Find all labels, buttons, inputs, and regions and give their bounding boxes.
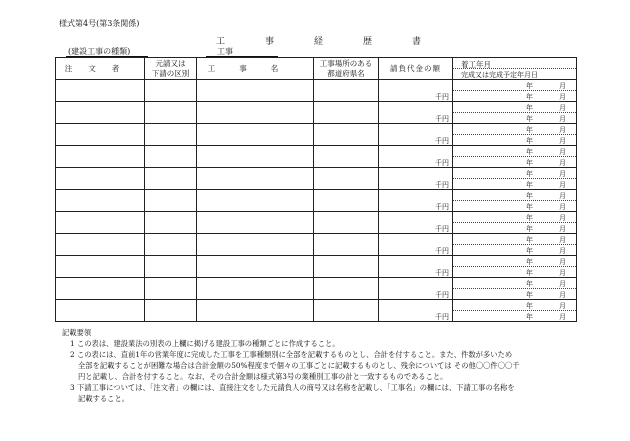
year-unit: 年 — [526, 258, 533, 266]
completion-date-field[interactable] — [453, 157, 576, 167]
client-cell[interactable] — [56, 300, 145, 322]
instructions — [62, 327, 602, 404]
date-cell[interactable] — [453, 80, 577, 102]
completion-date-field[interactable] — [453, 179, 576, 189]
header-start-date: 着工年月 — [461, 60, 491, 69]
start-date-field[interactable] — [453, 168, 576, 179]
work-name-cell[interactable] — [197, 80, 314, 102]
instruction-line: 全部を記載することが困難な場合は合計金額の50%程度まで個々の工事ごとに記載するものとし、残余については その他〇〇件〇〇千 — [78, 361, 520, 370]
completion-date-field[interactable] — [453, 201, 576, 211]
month-unit: 月 — [559, 236, 566, 244]
completion-date-field[interactable] — [453, 113, 576, 123]
client-cell[interactable] — [56, 278, 145, 300]
table-row — [56, 168, 577, 190]
month-unit: 月 — [559, 82, 566, 90]
table-row — [56, 102, 577, 124]
prime-or-sub-cell[interactable] — [145, 80, 197, 102]
start-date-field[interactable] — [453, 124, 576, 135]
year-unit: 年 — [526, 148, 533, 156]
contract-amount-cell[interactable] — [379, 190, 453, 212]
table-row — [56, 146, 577, 168]
year-unit: 年 — [526, 302, 533, 310]
year-unit: 年 — [526, 115, 533, 123]
month-unit: 月 — [559, 214, 566, 222]
location-cell[interactable] — [314, 102, 379, 124]
month-unit: 月 — [559, 192, 566, 200]
year-unit: 年 — [526, 236, 533, 244]
work-name-cell[interactable] — [197, 278, 314, 300]
work-name-cell[interactable] — [197, 234, 314, 256]
month-unit: 月 — [559, 126, 566, 134]
header-prime-or-sub — [145, 58, 197, 80]
date-cell[interactable] — [453, 256, 577, 278]
completion-date-field[interactable] — [453, 245, 576, 255]
year-unit: 年 — [526, 203, 533, 211]
work-name-cell[interactable] — [197, 124, 314, 146]
amount-unit: 千円 — [435, 202, 449, 211]
prime-or-sub-cell[interactable] — [145, 300, 197, 322]
contract-amount-cell[interactable] — [379, 278, 453, 300]
prime-or-sub-cell[interactable] — [145, 212, 197, 234]
contract-amount-cell[interactable] — [379, 168, 453, 190]
year-unit: 年 — [526, 280, 533, 288]
year-unit: 年 — [526, 214, 533, 222]
month-unit: 月 — [559, 148, 566, 156]
date-cell[interactable] — [453, 300, 577, 322]
year-unit: 年 — [526, 225, 533, 233]
client-cell[interactable] — [56, 80, 145, 102]
client-cell[interactable] — [56, 168, 145, 190]
instruction-line: 3 下請工事については、「注文者」の欄には、直接注文をした元請負人の商号又は名称を記載し、「工事名」の欄には、下請工事の名称を — [70, 383, 515, 392]
amount-unit: 千円 — [435, 224, 449, 233]
table-row — [56, 124, 577, 146]
location-cell[interactable] — [314, 124, 379, 146]
construction-type-field[interactable]: 工事 — [217, 47, 233, 56]
completion-date-field[interactable] — [453, 135, 576, 145]
contract-amount-cell[interactable] — [379, 234, 453, 256]
location-cell[interactable] — [314, 190, 379, 212]
location-cell[interactable] — [314, 146, 379, 168]
header-location-line2: 都道府県名 — [327, 68, 365, 78]
completion-date-field[interactable] — [453, 267, 576, 277]
month-unit: 月 — [559, 159, 566, 167]
table-row — [56, 212, 577, 234]
completion-date-field[interactable] — [453, 91, 576, 101]
month-unit: 月 — [559, 170, 566, 178]
amount-unit: 千円 — [435, 312, 449, 321]
month-unit: 月 — [559, 269, 566, 277]
location-cell[interactable] — [314, 234, 379, 256]
date-cell[interactable] — [453, 278, 577, 300]
year-unit: 年 — [526, 170, 533, 178]
contract-amount-cell[interactable] — [379, 146, 453, 168]
client-cell[interactable] — [56, 212, 145, 234]
table-row — [56, 256, 577, 278]
date-cell[interactable] — [453, 234, 577, 256]
amount-unit: 千円 — [435, 136, 449, 145]
table-row — [56, 300, 577, 322]
start-date-field[interactable] — [453, 146, 576, 157]
start-date-field[interactable] — [453, 212, 576, 223]
page-title: 工事経歴書 — [216, 37, 462, 47]
start-date-field[interactable] — [453, 300, 576, 311]
month-unit: 月 — [559, 104, 566, 112]
prime-or-sub-cell[interactable] — [145, 124, 197, 146]
instruction-line: 1 この表は、建設業法の別表の上欄に掲げる建設工事の種類ごとに作成すること。 — [70, 339, 340, 348]
month-unit: 月 — [559, 225, 566, 233]
month-unit: 月 — [559, 313, 566, 321]
amount-unit: 千円 — [435, 114, 449, 123]
amount-unit: 千円 — [435, 158, 449, 167]
work-name-cell[interactable] — [197, 212, 314, 234]
client-cell[interactable] — [56, 190, 145, 212]
month-unit: 月 — [559, 280, 566, 288]
header-location-line1: 工事場所のある — [319, 59, 373, 69]
date-cell[interactable] — [453, 190, 577, 212]
month-unit: 月 — [559, 247, 566, 255]
construction-type-label: (建設工事の種類) — [68, 47, 131, 56]
table-row — [56, 234, 577, 256]
contract-amount-cell[interactable] — [379, 300, 453, 322]
amount-unit: 千円 — [435, 92, 449, 101]
location-cell[interactable] — [314, 278, 379, 300]
month-unit: 月 — [559, 115, 566, 123]
location-cell[interactable] — [314, 300, 379, 322]
year-unit: 年 — [526, 93, 533, 101]
client-cell[interactable] — [56, 124, 145, 146]
month-unit: 月 — [559, 291, 566, 299]
date-cell[interactable] — [453, 146, 577, 168]
prime-or-sub-cell[interactable] — [145, 234, 197, 256]
prime-or-sub-cell[interactable] — [145, 168, 197, 190]
date-cell[interactable] — [453, 102, 577, 124]
start-date-field[interactable] — [453, 102, 576, 113]
header-dates — [453, 58, 577, 80]
prime-or-sub-cell[interactable] — [145, 256, 197, 278]
contract-amount-cell[interactable] — [379, 212, 453, 234]
date-cell[interactable] — [453, 124, 577, 146]
prime-or-sub-cell[interactable] — [145, 146, 197, 168]
location-cell[interactable] — [314, 80, 379, 102]
year-unit: 年 — [526, 82, 533, 90]
table-header-row — [56, 58, 577, 80]
work-name-cell[interactable] — [197, 190, 314, 212]
completion-date-field[interactable] — [453, 223, 576, 233]
header-prime-or-sub-line2: 下請の区別 — [151, 68, 190, 78]
month-unit: 月 — [559, 137, 566, 145]
instruction-line: 記載すること。 — [78, 394, 130, 403]
instruction-line: 円と記載し、合計を付すること。なお、その合計金額は様式第3号の業種別工事の計と一致するものであること。 — [78, 372, 448, 381]
year-unit: 年 — [526, 291, 533, 299]
month-unit: 月 — [559, 93, 566, 101]
start-date-field[interactable] — [453, 278, 576, 289]
work-name-cell[interactable] — [197, 146, 314, 168]
start-date-field[interactable] — [453, 190, 576, 201]
amount-unit: 千円 — [435, 290, 449, 299]
year-unit: 年 — [526, 192, 533, 200]
month-unit: 月 — [559, 203, 566, 211]
year-unit: 年 — [526, 159, 533, 167]
year-unit: 年 — [526, 181, 533, 189]
start-date-field[interactable] — [453, 234, 576, 245]
header-work-name: 工事名 — [197, 58, 314, 80]
contract-amount-cell[interactable] — [379, 256, 453, 278]
completion-date-field[interactable] — [453, 311, 576, 321]
contract-amount-cell[interactable] — [379, 80, 453, 102]
work-history-table — [55, 57, 577, 322]
year-unit: 年 — [526, 247, 533, 255]
prime-or-sub-cell[interactable] — [145, 278, 197, 300]
year-unit: 年 — [526, 313, 533, 321]
instruction-line: 2 この表には、直前1年の営業年度に完成した工事を工事種類別に全部を記載するものとし、合計を付すること。また、件数が多いため — [70, 350, 513, 359]
date-cell[interactable] — [453, 212, 577, 234]
month-unit: 月 — [559, 302, 566, 310]
table-row — [56, 80, 577, 102]
prime-or-sub-cell[interactable] — [145, 190, 197, 212]
year-unit: 年 — [526, 126, 533, 134]
client-cell[interactable] — [56, 256, 145, 278]
year-unit: 年 — [526, 137, 533, 145]
amount-unit: 千円 — [435, 180, 449, 189]
start-date-field[interactable] — [453, 256, 576, 267]
instructions-heading: 記載要領 — [62, 328, 92, 337]
work-name-cell[interactable] — [197, 102, 314, 124]
form-number: 様式第4号(第3条関係) — [59, 19, 140, 28]
amount-unit: 千円 — [435, 268, 449, 277]
date-cell[interactable] — [453, 168, 577, 190]
work-name-cell[interactable] — [197, 168, 314, 190]
work-name-cell[interactable] — [197, 300, 314, 322]
month-unit: 月 — [559, 258, 566, 266]
client-cell[interactable] — [56, 146, 145, 168]
start-date-field[interactable] — [453, 80, 576, 91]
client-cell[interactable] — [56, 234, 145, 256]
location-cell[interactable] — [314, 168, 379, 190]
amount-unit: 千円 — [435, 246, 449, 255]
prime-or-sub-cell[interactable] — [145, 102, 197, 124]
header-completion-date: 完成又は完成予定年月日 — [461, 71, 538, 79]
table-row — [56, 278, 577, 300]
year-unit: 年 — [526, 269, 533, 277]
header-client: 注文者 — [56, 58, 145, 80]
work-name-cell[interactable] — [197, 256, 314, 278]
completion-date-field[interactable] — [453, 289, 576, 299]
month-unit: 月 — [559, 181, 566, 189]
location-cell[interactable] — [314, 256, 379, 278]
location-cell[interactable] — [314, 212, 379, 234]
header-contract-amount: 請負代金の額 — [379, 58, 453, 80]
table-row — [56, 190, 577, 212]
year-unit: 年 — [526, 104, 533, 112]
contract-amount-cell[interactable] — [379, 102, 453, 124]
client-cell[interactable] — [56, 102, 145, 124]
header-prime-or-sub-line1: 元請又は — [155, 59, 186, 69]
header-location — [314, 58, 379, 80]
contract-amount-cell[interactable] — [379, 124, 453, 146]
